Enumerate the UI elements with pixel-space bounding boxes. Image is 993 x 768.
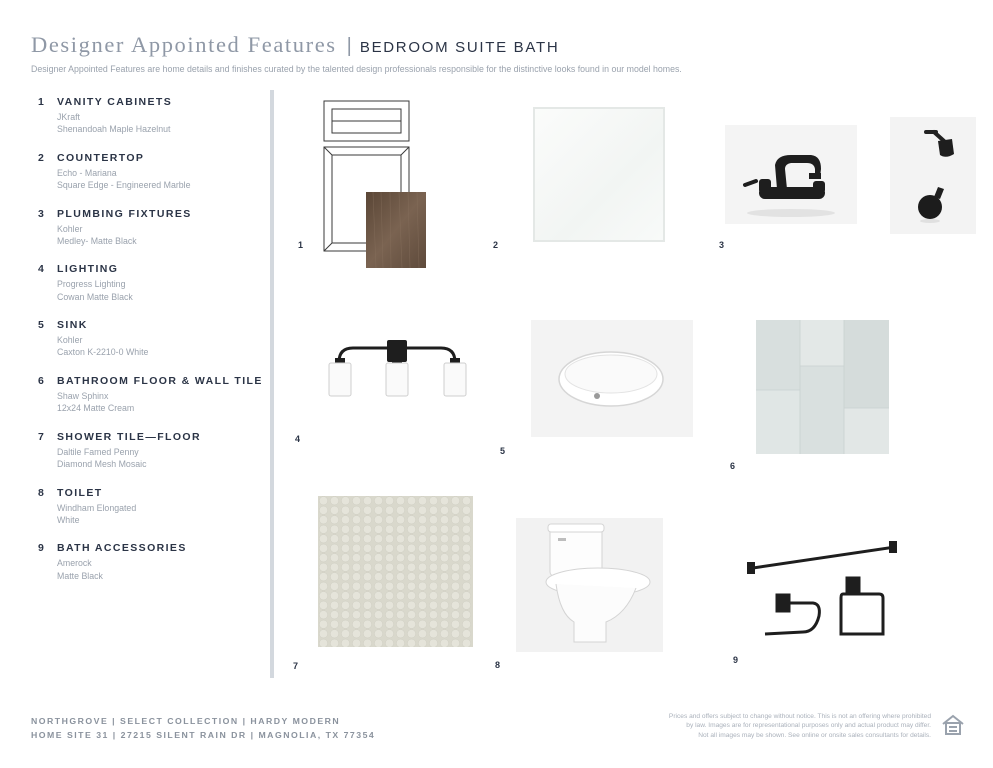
- feature-number: 9: [38, 542, 46, 555]
- feature-name: LIGHTING: [57, 263, 119, 276]
- feature-product: Shenandoah Maple Hazelnut: [57, 124, 171, 135]
- shower-penny-tile-image: [318, 496, 473, 647]
- feature-name: COUNTERTOP: [57, 151, 145, 164]
- feature-item-toilet: [38, 487, 266, 543]
- feature-product: Cowan Matte Black: [57, 291, 133, 302]
- page-header: [31, 32, 971, 74]
- community-footer: [31, 715, 375, 742]
- bath-accessories-image: [743, 538, 900, 640]
- feature-name: BATH ACCESSORIES: [57, 542, 187, 555]
- feature-brand: Shaw Sphinx: [57, 390, 109, 401]
- feature-list: [38, 96, 266, 598]
- feature-product: Medley- Matte Black: [57, 235, 137, 246]
- photo-label-3: 3: [719, 240, 725, 250]
- title-separator: |: [346, 35, 352, 57]
- title-row: [31, 32, 971, 58]
- feature-product: Square Edge - Engineered Marble: [57, 180, 191, 191]
- feature-name: VANITY CABINETS: [57, 96, 173, 108]
- photo-label-7: 7: [293, 661, 299, 671]
- feature-item-lighting: [38, 263, 266, 319]
- feature-number: 8: [38, 486, 46, 499]
- floor-wall-tile-image: [756, 320, 889, 454]
- feature-name: SINK: [57, 319, 88, 332]
- vertical-divider: [270, 90, 274, 678]
- photo-label-1: 1: [298, 240, 304, 250]
- collection-line: NORTHGROVE | SELECT COLLECTION | HARDY MODERN: [31, 716, 341, 726]
- feature-brand: Kohler: [57, 335, 83, 346]
- feature-brand: Echo - Mariana: [57, 167, 117, 178]
- equal-housing-opportunity-icon: [941, 713, 965, 737]
- photo-label-9: 9: [733, 655, 739, 665]
- feature-item-bath-accessories: [38, 542, 266, 598]
- feature-brand: Amerock: [57, 558, 92, 569]
- photo-label-5: 5: [500, 446, 506, 456]
- address-line: HOME SITE 31 | 27215 SILENT RAIN DR | MAGNOLIA, TX 77354: [31, 729, 376, 740]
- feature-item-countertop: [38, 152, 266, 208]
- photo-label-4: 4: [295, 434, 301, 444]
- countertop-marble-image: [533, 107, 665, 242]
- feature-number: 1: [38, 96, 46, 108]
- photo-label-2: 2: [493, 240, 499, 250]
- feature-brand: JKraft: [57, 112, 80, 122]
- feature-number: 7: [38, 430, 46, 443]
- toilet-image: [516, 518, 663, 652]
- feature-name: SHOWER TILE—FLOOR: [57, 430, 201, 443]
- feature-brand: Daltile Famed Penny: [57, 446, 139, 457]
- page-description: Designer Appointed Features are home details and finishes curated by the talented design professionals responsible for the distinctive looks found in our model homes.: [31, 64, 682, 74]
- feature-name: BATHROOM FLOOR & WALL TILE: [57, 374, 263, 387]
- photo-label-8: 8: [495, 660, 501, 670]
- feature-item-floor-wall-tile: [38, 375, 266, 431]
- feature-product: 12x24 Matte Cream: [57, 403, 135, 414]
- feature-item-vanity-cabinets: [38, 96, 266, 152]
- feature-product: Diamond Mesh Mosaic: [57, 459, 147, 470]
- feature-product: White: [57, 514, 80, 525]
- page-title: Designer Appointed Features: [31, 32, 337, 57]
- photo-label-6: 6: [730, 461, 736, 471]
- feature-item-sink: [38, 319, 266, 375]
- sink-image: [531, 320, 693, 437]
- feature-name: TOILET: [57, 486, 103, 499]
- feature-name: PLUMBING FIXTURES: [57, 207, 192, 220]
- shower-fixture-image: [890, 117, 976, 234]
- feature-number: 6: [38, 374, 46, 387]
- feature-item-plumbing-fixtures: [38, 208, 266, 264]
- feature-item-shower-tile: [38, 431, 266, 487]
- feature-product: Matte Black: [57, 570, 103, 581]
- section-title: BEDROOM SUITE BATH: [359, 39, 560, 56]
- feature-number: 3: [38, 207, 46, 220]
- feature-brand: Windham Elongated: [57, 502, 137, 513]
- faucet-image: [725, 125, 857, 224]
- feature-product: Caxton K-2210-0 White: [57, 347, 149, 358]
- feature-number: 4: [38, 263, 46, 276]
- feature-brand: Kohler: [57, 223, 83, 234]
- feature-brand: Progress Lighting: [57, 279, 126, 290]
- legal-disclaimer: Prices and offers subject to change without notice. This is not an offering where prohibited by law. Images are for representational purposes only and actual product may differ. Not all images may be shown. See online or onsite sales consultants for details.: [668, 713, 931, 739]
- vanity-cabinet-image: [318, 98, 430, 270]
- vanity-light-image: [323, 340, 471, 398]
- feature-number: 2: [38, 151, 46, 164]
- feature-number: 5: [38, 319, 46, 332]
